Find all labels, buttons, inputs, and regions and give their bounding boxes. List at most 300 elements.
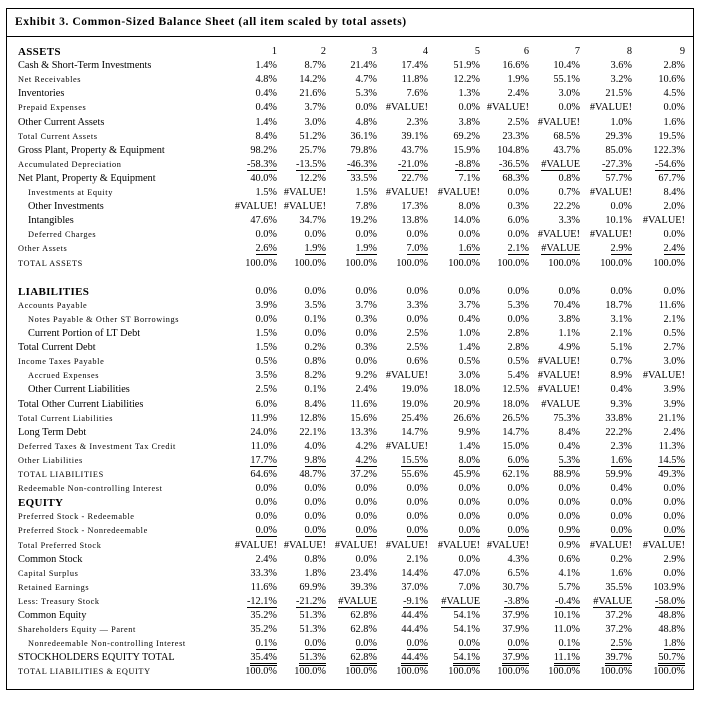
value-cell: 8.4%	[558, 426, 580, 438]
value-cell: 0.0%	[458, 553, 480, 565]
value-cell: #VALUE!	[385, 187, 428, 198]
value-cell: 37.9%	[502, 610, 529, 621]
value-cell: 22.7%	[401, 172, 428, 184]
row-label: Accrued Expenses	[28, 371, 100, 381]
value-cell: 1.4%	[255, 116, 277, 128]
value-cell: #VALUE	[338, 595, 377, 607]
value-cell: 3.1%	[610, 313, 632, 325]
value-cell: 19.0%	[401, 384, 428, 396]
value-cell: #VALUE	[541, 398, 580, 410]
value-cell: 17.7%	[250, 454, 277, 466]
value-cell: #VALUE!	[437, 539, 480, 551]
value-cell: 0.0%	[304, 285, 326, 297]
value-cell: 17.4%	[401, 60, 428, 72]
value-cell: 7.1%	[458, 172, 480, 184]
value-cell: 0.8%	[304, 553, 326, 565]
value-cell: #VALUE!	[642, 370, 685, 382]
value-cell: 0.5%	[255, 356, 277, 368]
value-cell: 3.3%	[558, 215, 580, 227]
row-label: Accounts Payable	[18, 300, 88, 310]
value-cell: 0.0%	[255, 511, 277, 523]
value-cell: 1.6%	[458, 243, 480, 255]
value-cell: 4.8%	[355, 116, 377, 128]
value-cell: 8.4%	[663, 187, 685, 198]
value-cell: 3.6%	[610, 60, 632, 72]
value-cell: 0.0%	[507, 483, 529, 495]
value-cell: 39.1%	[401, 130, 428, 142]
table-row	[7, 228, 693, 242]
row-label: Gross Plant, Property & Equipment	[18, 144, 165, 156]
value-cell: #VALUE!	[537, 356, 580, 368]
row-label: Nonredeemable Non-controlling Interest	[28, 639, 186, 649]
value-cell: 19.2%	[350, 215, 377, 227]
value-cell: 14.2%	[299, 74, 326, 86]
row-label: Long Term Debt	[18, 426, 87, 438]
value-cell: 51.3%	[299, 610, 326, 621]
value-cell: 51.2%	[299, 130, 326, 142]
value-cell: 0.1%	[304, 384, 326, 396]
value-cell: 100.0%	[600, 257, 632, 269]
table-row	[7, 144, 693, 158]
value-cell: 55.6%	[401, 469, 428, 480]
value-cell: 98.2%	[250, 144, 277, 156]
value-cell: 0.0%	[355, 356, 377, 368]
value-cell: 21.6%	[299, 88, 326, 100]
value-cell: 0.0%	[507, 525, 529, 537]
value-cell: 2.4%	[355, 384, 377, 396]
value-cell: 4.9%	[558, 342, 580, 354]
value-cell: 0.7%	[558, 187, 580, 198]
section-heading: LIABILITIES	[18, 285, 90, 298]
value-cell: 37.9%	[463, 651, 529, 665]
value-cell: 0.0%	[507, 497, 529, 509]
table-row	[7, 651, 693, 665]
value-cell: 0.4%	[558, 440, 580, 452]
row-label: Inventories	[18, 88, 65, 100]
value-cell: 2.4%	[663, 243, 685, 255]
value-cell: 0.0%	[355, 497, 377, 509]
value-cell: 0.0%	[663, 497, 685, 509]
value-cell: 0.0%	[406, 483, 428, 495]
value-cell: 2.8%	[507, 342, 529, 354]
table-row	[7, 665, 693, 679]
value-cell: 25.4%	[401, 412, 428, 424]
value-cell: #VALUE!	[642, 215, 685, 227]
value-cell: 0.0%	[406, 525, 428, 537]
value-cell: 23.3%	[502, 130, 529, 142]
value-cell: 0.9%	[558, 539, 580, 551]
table-row	[7, 73, 693, 87]
value-cell: #VALUE	[541, 158, 580, 170]
value-cell: 0.0%	[355, 102, 377, 114]
value-cell: #VALUE!	[589, 102, 632, 114]
value-cell: 30.7%	[502, 581, 529, 593]
value-cell: 3.5%	[304, 299, 326, 311]
value-cell: -21.0%	[397, 158, 428, 170]
value-cell: 0.0%	[406, 511, 428, 523]
value-cell: 2.9%	[663, 553, 685, 565]
table-row	[7, 553, 693, 567]
value-cell: 29.3%	[605, 130, 632, 142]
value-cell: -3.8%	[504, 595, 529, 607]
value-cell: 3.0%	[558, 88, 580, 100]
value-cell: #VALUE!	[334, 539, 377, 551]
value-cell: 22.2%	[605, 426, 632, 438]
value-cell: 1.0%	[610, 116, 632, 128]
value-cell: 0.0%	[406, 229, 428, 241]
value-cell: 0.0%	[406, 638, 428, 650]
value-cell: 13.3%	[350, 426, 377, 438]
value-cell: 50.7%	[619, 651, 685, 665]
table-row	[7, 581, 693, 595]
value-cell: #VALUE!	[486, 102, 529, 114]
value-cell: 22.1%	[299, 426, 326, 438]
value-cell: 5.3%	[355, 88, 377, 100]
value-cell: 3.2%	[610, 74, 632, 86]
row-label: TOTAL ASSETS	[18, 258, 83, 268]
value-cell: 6.0%	[507, 215, 529, 227]
value-cell: 100.0%	[294, 257, 326, 269]
value-cell: 2.4%	[255, 553, 277, 565]
row-label: Other Assets	[18, 244, 68, 254]
value-cell: 0.0%	[458, 285, 480, 297]
value-cell: 0.0%	[610, 201, 632, 213]
value-cell: 0.0%	[507, 638, 529, 650]
value-cell: #VALUE!	[385, 440, 428, 452]
value-cell: 20.9%	[453, 398, 480, 410]
table-row	[7, 524, 693, 538]
value-cell: 1.3%	[458, 88, 480, 100]
value-cell: #VALUE!	[437, 187, 480, 198]
value-cell: 26.6%	[453, 412, 480, 424]
value-cell: 0.0%	[507, 313, 529, 325]
value-cell: 88.9%	[553, 469, 580, 480]
value-cell: 2.6%	[255, 243, 277, 255]
row-label: Other Liabilities	[18, 455, 83, 465]
row-label: Capital Surplus	[18, 568, 79, 578]
table-row	[7, 116, 693, 130]
value-cell: 0.1%	[558, 638, 580, 650]
value-cell: 0.0%	[507, 285, 529, 297]
section-heading: ASSETS	[18, 46, 61, 58]
value-cell: 0.2%	[610, 553, 632, 565]
row-label: Retained Earnings	[18, 582, 90, 592]
row-label: Investments at Equity	[28, 188, 113, 197]
value-cell: 85.0%	[605, 144, 632, 156]
value-cell: 2.7%	[663, 342, 685, 354]
value-cell: 0.4%	[458, 313, 480, 325]
table-row	[7, 257, 693, 271]
table-row	[7, 242, 693, 256]
value-cell: 17.3%	[401, 201, 428, 213]
value-cell: -21.2%	[295, 595, 326, 607]
value-cell: 1.1%	[558, 328, 580, 339]
value-cell: 8.4%	[255, 130, 277, 142]
row-label: Total Preferred Stock	[18, 540, 102, 550]
value-cell: 10.1%	[553, 610, 580, 621]
value-cell: 37.2%	[350, 469, 377, 480]
table-row	[7, 172, 693, 186]
value-cell: 5.4%	[507, 370, 529, 382]
value-cell: 3.7%	[355, 299, 377, 311]
value-cell: -58.3%	[246, 158, 277, 170]
value-cell: 2.1%	[406, 553, 428, 565]
value-cell: 37.2%	[605, 624, 632, 636]
value-cell: 0.5%	[458, 356, 480, 368]
value-cell: 3.9%	[255, 299, 277, 311]
value-cell: 9	[679, 46, 685, 57]
value-cell: 68.5%	[553, 130, 580, 142]
value-cell: 26.5%	[502, 412, 529, 424]
value-cell: 2.1%	[507, 243, 529, 255]
value-cell: 51.9%	[453, 60, 480, 72]
value-cell: 47.0%	[453, 567, 480, 579]
value-cell: 0.3%	[507, 201, 529, 213]
row-label: Common Equity	[18, 610, 87, 621]
value-cell: #VALUE!	[283, 539, 326, 551]
value-cell: 1.4%	[458, 342, 480, 354]
table-row	[7, 341, 693, 355]
table-row	[7, 440, 693, 454]
value-cell: 0.0%	[304, 638, 326, 650]
value-cell: 8.9%	[610, 370, 632, 382]
value-cell: 0.0%	[558, 483, 580, 495]
value-cell: 7.0%	[458, 581, 480, 593]
table-row	[7, 426, 693, 440]
value-cell: 49.3%	[658, 469, 685, 480]
value-cell: -13.5%	[295, 158, 326, 170]
value-cell: 64.6%	[250, 469, 277, 480]
value-cell: 2.5%	[406, 342, 428, 354]
value-cell: 11.6%	[250, 581, 277, 593]
value-cell: 0.0%	[355, 525, 377, 537]
value-cell: 100.0%	[396, 257, 428, 269]
row-label: Total Current Liabilities	[18, 413, 114, 423]
row-label: Total Current Assets	[18, 131, 98, 141]
value-cell: 0.0%	[558, 511, 580, 523]
value-cell: 1.8%	[304, 567, 326, 579]
value-cell: 5.1%	[610, 342, 632, 354]
value-cell: 2	[320, 46, 326, 57]
value-cell: 0.0%	[458, 511, 480, 523]
value-cell: 3	[371, 46, 377, 57]
value-cell: 19.5%	[658, 130, 685, 142]
spacer-row	[7, 271, 693, 285]
value-cell: 0.8%	[304, 356, 326, 368]
value-cell: #VALUE!	[642, 539, 685, 551]
table-row	[7, 158, 693, 172]
row-label: Net Receivables	[18, 75, 82, 85]
value-cell: 37.9%	[502, 624, 529, 636]
value-cell: 100.0%	[294, 666, 326, 678]
value-cell: 35.2%	[250, 624, 277, 636]
value-cell: 44.4%	[401, 610, 428, 621]
value-cell: 9.8%	[304, 454, 326, 466]
value-cell: 4	[422, 46, 428, 57]
value-cell: 0.0%	[255, 525, 277, 537]
value-cell: 2.4%	[507, 88, 529, 100]
value-cell: 12.2%	[453, 74, 480, 86]
value-cell: 59.9%	[605, 469, 632, 480]
value-cell: 3.3%	[406, 299, 428, 311]
value-cell: 2.0%	[663, 201, 685, 213]
value-cell: 35.4%	[211, 651, 277, 665]
table-row	[7, 101, 693, 115]
row-label: Other Current Liabilities	[28, 384, 130, 396]
value-cell: 69.9%	[299, 581, 326, 593]
value-cell: 35.2%	[250, 610, 277, 621]
value-cell: 0.0%	[663, 285, 685, 297]
row-label: Net Plant, Property & Equipment	[18, 172, 156, 184]
row-label: Intangibles	[28, 215, 74, 227]
value-cell: 6.0%	[255, 398, 277, 410]
value-cell: 1.5%	[355, 187, 377, 198]
value-cell: 0.0%	[255, 497, 277, 509]
value-cell: #VALUE!	[537, 229, 580, 241]
value-cell: 62.1%	[502, 469, 529, 480]
value-cell: 0.0%	[255, 229, 277, 241]
value-cell: 69.2%	[453, 130, 480, 142]
row-label: Preferred Stock - Redeemable	[18, 512, 135, 522]
table-row	[7, 299, 693, 313]
value-cell: 0.4%	[610, 483, 632, 495]
value-cell: #VALUE!	[486, 539, 529, 551]
value-cell: 0.0%	[458, 102, 480, 114]
value-cell: #VALUE!	[385, 102, 428, 114]
value-cell: 0.0%	[255, 313, 277, 325]
value-cell: 48.7%	[299, 469, 326, 480]
value-cell: 8.7%	[304, 60, 326, 72]
value-cell: 12.5%	[502, 384, 529, 396]
value-cell: 0.1%	[304, 313, 326, 325]
table-row	[7, 355, 693, 369]
value-cell: 54.1%	[414, 651, 480, 665]
table-row	[7, 468, 693, 482]
value-cell: 75.3%	[553, 412, 580, 424]
value-cell: 57.7%	[605, 172, 632, 184]
value-cell: 0.3%	[355, 313, 377, 325]
table-row	[7, 623, 693, 637]
value-cell: 2.9%	[610, 243, 632, 255]
value-cell: 15.6%	[350, 412, 377, 424]
value-cell: 100.0%	[497, 257, 529, 269]
value-cell: 122.3%	[653, 144, 685, 156]
value-cell: #VALUE!	[537, 384, 580, 396]
value-cell: 11.6%	[350, 398, 377, 410]
row-label: STOCKHOLDERS EQUITY TOTAL	[18, 652, 175, 664]
value-cell: 16.6%	[502, 60, 529, 72]
value-cell: #VALUE	[541, 243, 580, 255]
value-cell: 0.4%	[610, 384, 632, 396]
value-cell: 15.9%	[453, 144, 480, 156]
value-cell: 3.8%	[458, 116, 480, 128]
value-cell: -0.4%	[555, 595, 580, 607]
value-cell: 18.0%	[502, 398, 529, 410]
value-cell: #VALUE!	[537, 370, 580, 382]
value-cell: 0.0%	[304, 229, 326, 241]
value-cell: 62.8%	[311, 651, 377, 665]
row-label: Other Current Assets	[18, 116, 105, 128]
value-cell: 8.4%	[304, 398, 326, 410]
value-cell: 0.0%	[458, 525, 480, 537]
value-cell: -58.0%	[654, 595, 685, 607]
value-cell: 11.3%	[658, 440, 685, 452]
value-cell: 0.6%	[406, 356, 428, 368]
value-cell: 5.7%	[558, 581, 580, 593]
value-cell: 8.0%	[458, 454, 480, 466]
value-cell: #VALUE!	[385, 539, 428, 551]
table-row	[7, 412, 693, 426]
value-cell: 100.0%	[600, 666, 632, 678]
value-cell: 2.5%	[406, 328, 428, 339]
table-row	[7, 87, 693, 101]
table-row	[7, 539, 693, 553]
row-label: Shareholders Equity — Parent	[18, 625, 136, 635]
value-cell: 0.0%	[507, 187, 529, 198]
value-cell: 1.6%	[610, 454, 632, 466]
value-cell: 0.0%	[663, 525, 685, 537]
table-row	[7, 637, 693, 651]
value-cell: 21.1%	[658, 412, 685, 424]
table-row	[7, 313, 693, 327]
value-cell: 22.2%	[553, 201, 580, 213]
table-row	[7, 285, 693, 299]
value-cell: 4.7%	[355, 74, 377, 86]
row-label: Redeemable Non-controlling Interest	[18, 484, 163, 494]
value-cell: 100.0%	[245, 257, 277, 269]
value-cell: 39.3%	[350, 581, 377, 593]
row-label: Accumulated Depreciation	[18, 159, 122, 169]
value-cell: 25.7%	[299, 144, 326, 156]
value-cell: 0.0%	[610, 525, 632, 537]
value-cell: 2.5%	[255, 384, 277, 396]
value-cell: 44.4%	[401, 624, 428, 636]
value-cell: 0.1%	[255, 638, 277, 650]
table-row	[7, 567, 693, 581]
value-cell: 0.0%	[610, 497, 632, 509]
value-cell: 0.0%	[663, 483, 685, 495]
value-cell: 1.9%	[304, 243, 326, 255]
value-cell: 3.5%	[255, 370, 277, 382]
value-cell: 43.7%	[401, 144, 428, 156]
row-label: Preferred Stock - Nonredeemable	[18, 526, 148, 536]
value-cell: 12.2%	[299, 172, 326, 184]
value-cell: 21.4%	[350, 60, 377, 72]
value-cell: 2.5%	[610, 638, 632, 650]
value-cell: 37.0%	[401, 581, 428, 593]
value-cell: 0.0%	[255, 285, 277, 297]
value-cell: 34.7%	[299, 215, 326, 227]
value-cell: 0.0%	[355, 229, 377, 241]
value-cell: 14.7%	[502, 426, 529, 438]
value-cell: 68.3%	[502, 172, 529, 184]
value-cell: 51.3%	[299, 624, 326, 636]
value-cell: 6.5%	[507, 567, 529, 579]
value-cell: #VALUE!	[589, 187, 632, 198]
value-cell: 14.4%	[401, 567, 428, 579]
value-cell: 2.1%	[663, 313, 685, 325]
value-cell: 2.3%	[406, 116, 428, 128]
value-cell: 67.7%	[658, 172, 685, 184]
value-cell: 0.0%	[355, 638, 377, 650]
value-cell: 0.0%	[355, 483, 377, 495]
value-cell: 0.8%	[558, 172, 580, 184]
value-cell: 5.3%	[507, 299, 529, 311]
value-cell: 23.4%	[350, 567, 377, 579]
value-cell: 3.0%	[663, 356, 685, 368]
value-cell: 1.4%	[458, 440, 480, 452]
value-cell: 0.0%	[304, 328, 326, 339]
